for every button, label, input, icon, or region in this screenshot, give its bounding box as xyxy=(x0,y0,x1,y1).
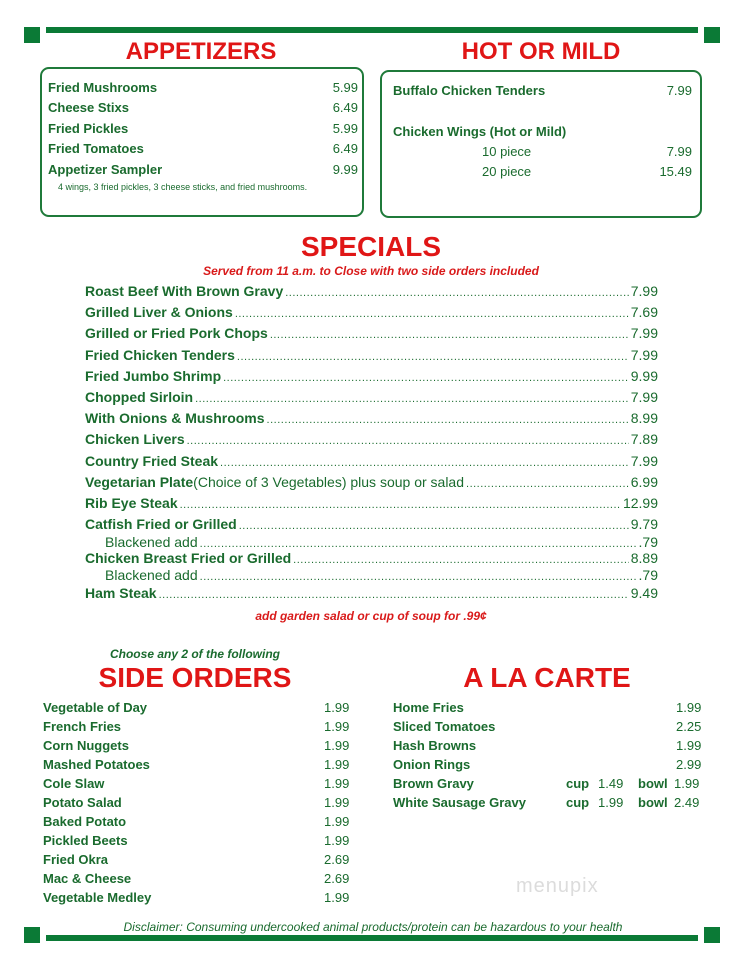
special-row xyxy=(85,410,658,428)
special-price: 7.99 xyxy=(630,325,658,341)
special-price: 7.99 xyxy=(630,347,658,363)
a-la-carte-price: 2.25 xyxy=(676,719,702,734)
special-name: Chicken Breast Fried or Grilled xyxy=(85,550,292,566)
side-order-price: 1.99 xyxy=(324,757,350,772)
side-order-name: Vegetable Medley xyxy=(43,890,152,905)
dot-leader xyxy=(200,571,637,583)
dot-leader xyxy=(187,435,629,447)
gravy-cup-label: cup xyxy=(566,776,590,791)
gravy-cup-label: cup xyxy=(566,795,590,810)
special-row xyxy=(85,283,658,301)
a-la-carte-name: Sliced Tomatoes xyxy=(393,719,496,734)
special-row xyxy=(85,516,658,534)
special-row xyxy=(85,431,658,449)
side-order-name: Mac & Cheese xyxy=(43,871,132,886)
corner-square-bottom-left xyxy=(24,927,40,943)
side-order-name: Potato Salad xyxy=(43,795,122,810)
a-la-carte-price: 1.99 xyxy=(676,700,702,715)
corner-square-bottom-right xyxy=(704,927,720,943)
side-order-name: Corn Nuggets xyxy=(43,738,129,753)
side-order-name: Cole Slaw xyxy=(43,776,105,791)
side-order-price: 1.99 xyxy=(324,719,350,734)
special-price: 9.79 xyxy=(630,516,658,532)
hot-or-mild-title: HOT OR MILD xyxy=(461,38,621,65)
gravy-cup-price: 1.49 xyxy=(598,776,624,791)
special-name: Fried Chicken Tenders xyxy=(85,347,235,363)
hot-or-mild-box xyxy=(380,70,702,218)
special-price: 7.99 xyxy=(630,389,658,405)
sampler-note: 4 wings, 3 fried pickles, 3 cheese sticks, and fried mushrooms. xyxy=(58,182,308,192)
special-price: .79 xyxy=(638,567,658,583)
side-order-name: Baked Potato xyxy=(43,814,127,829)
a-la-carte-name: Hash Browns xyxy=(393,738,477,753)
gravy-bowl-price: 1.99 xyxy=(674,776,700,791)
a-la-carte-name: Onion Rings xyxy=(393,757,471,772)
dot-leader xyxy=(200,538,637,550)
side-order-price: 1.99 xyxy=(324,890,350,905)
dot-leader xyxy=(159,589,629,601)
side-order-price: 1.99 xyxy=(324,700,350,715)
side-order-price: 1.99 xyxy=(324,738,350,753)
dot-leader xyxy=(235,308,629,320)
dot-leader xyxy=(237,351,629,363)
appetizer-price: 6.49 xyxy=(332,100,358,115)
special-price: 9.99 xyxy=(630,368,658,384)
gravy-bowl-label: bowl xyxy=(638,795,668,810)
wings-size: 10 piece xyxy=(482,144,532,159)
special-name: Ham Steak xyxy=(85,585,157,601)
special-price: 7.99 xyxy=(630,453,658,469)
special-name: Catfish Fried or Grilled xyxy=(85,516,237,532)
special-row xyxy=(85,495,658,513)
appetizer-name: Fried Tomatoes xyxy=(48,141,144,156)
side-order-price: 1.99 xyxy=(324,776,350,791)
special-row xyxy=(85,550,658,568)
appetizers-box xyxy=(40,67,364,217)
special-row xyxy=(85,347,658,365)
special-row xyxy=(85,368,658,386)
appetizer-name: Appetizer Sampler xyxy=(48,162,163,177)
gravy-bowl-price: 2.49 xyxy=(674,795,700,810)
special-price: 7.89 xyxy=(630,431,658,447)
special-extra: (Choice of 3 Vegetables) plus soup or salad xyxy=(193,474,465,490)
appetizer-name: Cheese Stixs xyxy=(48,100,129,115)
bottom-border-bar xyxy=(46,935,698,941)
side-order-name: Mashed Potatoes xyxy=(43,757,150,772)
wings-name: Chicken Wings (Hot or Mild) xyxy=(393,124,567,139)
special-price: 7.69 xyxy=(630,304,658,320)
dot-leader xyxy=(270,329,629,341)
appetizer-name: Fried Pickles xyxy=(48,121,129,136)
dot-leader xyxy=(267,414,629,426)
special-row xyxy=(85,585,658,603)
side-order-name: Fried Okra xyxy=(43,852,109,867)
special-name: Roast Beef With Brown Gravy xyxy=(85,283,284,299)
special-name: Chopped Sirloin xyxy=(85,389,194,405)
a-la-carte-title: A LA CARTE xyxy=(463,662,631,693)
special-row xyxy=(85,453,658,471)
special-name: Chicken Livers xyxy=(85,431,185,447)
special-name: Grilled Liver & Onions xyxy=(85,304,233,320)
side-order-name: Pickled Beets xyxy=(43,833,128,848)
a-la-carte-price: 2.99 xyxy=(676,757,702,772)
special-price: 9.49 xyxy=(630,585,658,601)
special-price: 7.99 xyxy=(630,283,658,299)
special-row xyxy=(85,567,658,585)
dot-leader xyxy=(220,457,629,469)
side-order-name: French Fries xyxy=(43,719,122,734)
special-name: With Onions & Mushrooms xyxy=(85,410,265,426)
side-order-price: 1.99 xyxy=(324,814,350,829)
special-price: 8.89 xyxy=(630,550,658,566)
special-addon: Blackened add xyxy=(105,534,198,550)
specials-footer: add garden salad or cup of soup for .99¢ xyxy=(255,609,487,623)
corner-square-top-left xyxy=(24,27,40,43)
dot-leader xyxy=(195,393,629,405)
dot-leader xyxy=(223,372,629,384)
special-addon: Blackened add xyxy=(105,567,198,583)
special-row xyxy=(85,389,658,407)
special-row xyxy=(85,304,658,322)
wings-price: 7.99 xyxy=(666,144,692,159)
appetizer-price: 5.99 xyxy=(332,121,358,136)
side-orders-choose: Choose any 2 of the following xyxy=(109,647,280,661)
dot-leader xyxy=(293,554,629,566)
appetizer-price: 5.99 xyxy=(332,80,358,95)
dot-leader xyxy=(285,287,629,299)
menupix-watermark: menupix xyxy=(516,875,599,897)
side-order-name: Vegetable of Day xyxy=(43,700,148,715)
wings-size: 20 piece xyxy=(482,164,532,179)
special-row xyxy=(85,474,658,492)
special-name: Grilled or Fried Pork Chops xyxy=(85,325,268,341)
gravy-name: White Sausage Gravy xyxy=(393,795,526,810)
special-price: .79 xyxy=(638,534,658,550)
tenders-price: 7.99 xyxy=(666,83,692,98)
appetizer-price: 9.99 xyxy=(332,162,358,177)
dot-leader xyxy=(180,499,621,511)
special-name: Vegetarian Plate xyxy=(85,474,194,490)
gravy-cup-price: 1.99 xyxy=(598,795,624,810)
gravy-bowl-label: bowl xyxy=(638,776,668,791)
dot-leader xyxy=(239,520,629,532)
tenders-name: Buffalo Chicken Tenders xyxy=(393,83,546,98)
specials-title: SPECIALS xyxy=(300,231,442,262)
disclaimer: Disclaimer: Consuming undercooked animal products/protein can be hazardous to your health xyxy=(123,920,623,934)
specials-subtitle: Served from 11 a.m. to Close with two side orders included xyxy=(203,264,539,278)
appetizer-price: 6.49 xyxy=(332,141,358,156)
corner-square-top-right xyxy=(704,27,720,43)
special-price: 6.99 xyxy=(630,474,658,490)
side-order-price: 2.69 xyxy=(324,852,350,867)
appetizer-name: Fried Mushrooms xyxy=(48,80,158,95)
a-la-carte-name: Home Fries xyxy=(393,700,464,715)
gravy-name: Brown Gravy xyxy=(393,776,474,791)
side-order-price: 1.99 xyxy=(324,833,350,848)
special-price: 8.99 xyxy=(630,410,658,426)
a-la-carte-price: 1.99 xyxy=(676,738,702,753)
dot-leader xyxy=(466,478,629,490)
special-price: 12.99 xyxy=(622,495,658,511)
side-order-price: 2.69 xyxy=(324,871,350,886)
wings-price: 15.49 xyxy=(659,164,692,179)
appetizers-title: APPETIZERS xyxy=(125,38,277,65)
special-name: Fried Jumbo Shrimp xyxy=(85,368,222,384)
special-row xyxy=(85,325,658,343)
top-border-bar xyxy=(46,27,698,33)
special-name: Rib Eye Steak xyxy=(85,495,178,511)
special-name: Country Fried Steak xyxy=(85,453,219,469)
side-order-price: 1.99 xyxy=(324,795,350,810)
side-orders-title: SIDE ORDERS xyxy=(98,662,292,693)
